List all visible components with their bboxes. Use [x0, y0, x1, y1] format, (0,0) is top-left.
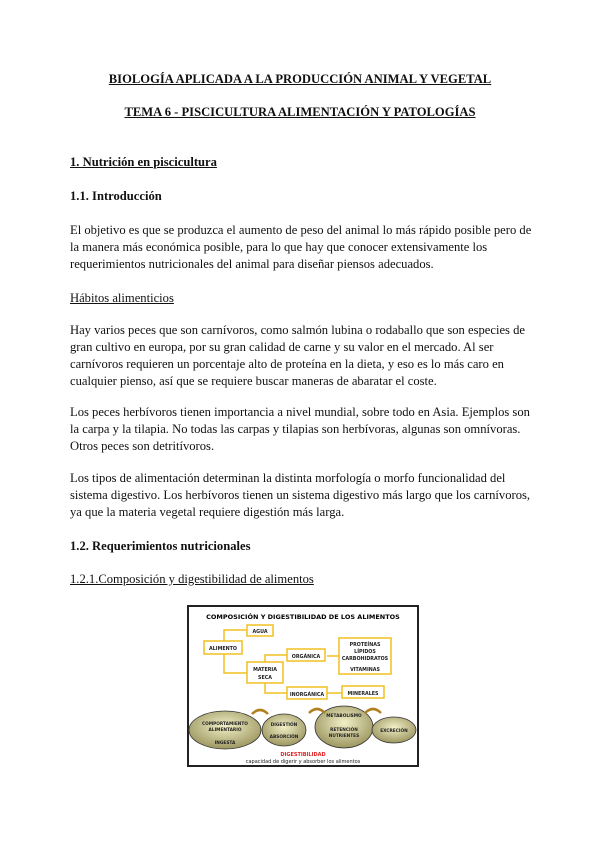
node-ingesta: INGESTA — [214, 741, 236, 746]
paragraph-habitos-2: Los peces herbívoros tienen importancia a nivel mundial, sobre todo en Asia. Ejemplos son la carpa y la tilapia. No todas las carpas y tilapias son herbívoras, algunas son omnívoras. Otros peces son detritívoros. — [70, 405, 530, 453]
node-digestion: DIGESTIÓN — [270, 723, 298, 728]
node-vitaminas: VITAMINAS — [350, 668, 380, 673]
composition-diagram — [187, 605, 419, 767]
node-comportamiento: ALIMENTARIO — [208, 728, 242, 733]
subsection-heading: 1.1. Introducción — [70, 189, 162, 203]
paragraph-habitos-1: Hay varios peces que son carnívoros, como salmón lubina o rodaballo que son especies de gran cultivo en europa, por su gran calidad de carne y su valor en el mercado. Al ser carnívoros requieren un porcentaje alto de proteína en la dieta, y eso es lo más caro en cualquier pienso, así que se requiere buscar maneras de abaratar el coste. — [70, 323, 525, 388]
document-subtitle: TEMA 6 - PISCICULTURA ALIMENTACIÓN Y PATOLOGÍAS — [124, 105, 476, 119]
node-excrecion: EXCRECIÓN — [380, 729, 408, 734]
digestibilidad-label: DIGESTIBILIDAD — [280, 752, 326, 758]
node-materia-seca: MATERIA — [253, 668, 277, 673]
node-retencion: RETENCIÓN — [330, 728, 358, 733]
habitos-heading: Hábitos alimenticios — [70, 291, 174, 305]
node-organica: ORGÁNICA — [291, 655, 321, 660]
subsubsection-heading: 1.2.1.Composición y digestibilidad de alimentos — [70, 572, 314, 586]
paragraph-habitos-3: Los tipos de alimentación determinan la distinta morfología o morfo funcionalidad del sistema digestivo. Los herbívoros tienen un sistema digestivo más largo que los carnívoros, ya que la materia vegetal requiere digestión más larga. — [70, 471, 531, 519]
paragraph-intro: El objetivo es que se produzca el aumento de peso del animal lo más rápido posible pero de la manera más económica posible, para lo que hay que conocer extensivamente los requerimientos nutricionales del animal para diseñar piensos adecuados. — [70, 223, 532, 271]
node-retencion: NUTRIENTES — [328, 734, 360, 739]
node-lipidos: LÍPIDOS — [354, 650, 376, 655]
document-title: BIOLOGÍA APLICADA A LA PRODUCCIÓN ANIMAL Y VEGETAL — [108, 72, 492, 86]
node-proteinas: PROTEÍNAS — [349, 643, 381, 648]
diagram-caption: capacidad de digerir y absorber los alimentos — [245, 759, 361, 765]
node-inorganica: INORGÁNICA — [289, 693, 325, 698]
node-materia-seca: SECA — [258, 676, 272, 681]
node-absorcion: ABSORCIÓN — [269, 735, 299, 740]
node-alimento: ALIMENTO — [209, 647, 237, 652]
subsection-heading: 1.2. Requerimientos nutricionales — [70, 539, 251, 553]
node-minerales: MINERALES — [347, 692, 379, 697]
diagram-title: COMPOSICIÓN Y DIGESTIBILIDAD DE LOS ALIMENTOS — [206, 613, 400, 621]
node-agua: AGUA — [252, 630, 268, 635]
section-heading: 1. Nutrición en piscicultura — [70, 155, 217, 169]
node-comportamiento: COMPORTAMIENTO — [202, 722, 248, 727]
node-carbohidratos: CARBOHIDRATOS — [341, 657, 389, 662]
node-metabolismo: METABOLISMO — [326, 714, 362, 719]
